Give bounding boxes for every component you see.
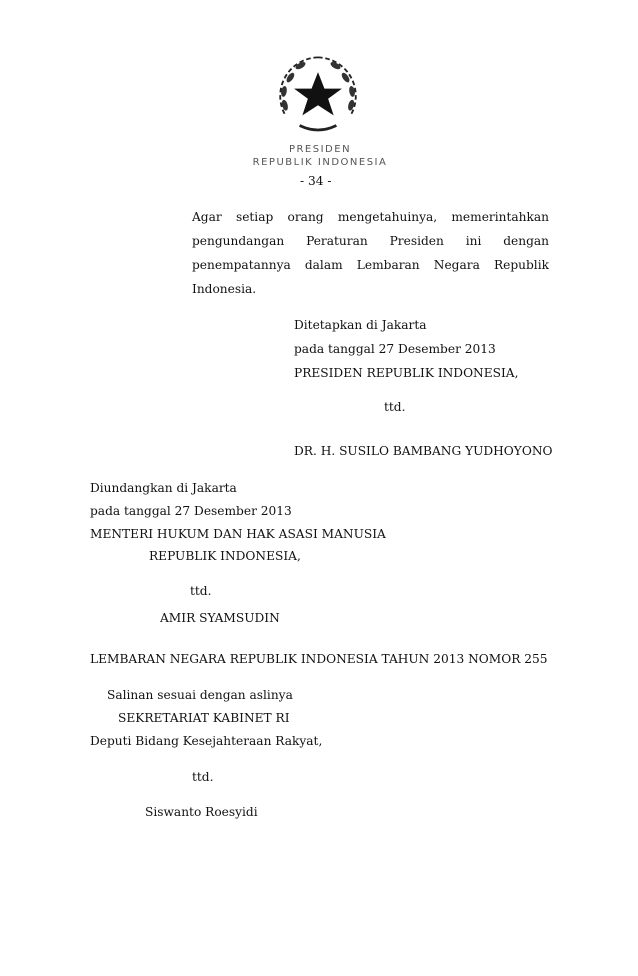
enactment-date: pada tanggal 27 Desember 2013 [294, 342, 496, 356]
promulgation-date: pada tanggal 27 Desember 2013 [90, 504, 292, 518]
enactment-title: PRESIDEN REPUBLIK INDONESIA, [294, 366, 519, 380]
enactment-signatory-name: DR. H. SUSILO BAMBANG YUDHOYONO [294, 444, 553, 458]
promulgation-title-line1: MENTERI HUKUM DAN HAK ASASI MANUSIA [90, 527, 386, 541]
letterhead-title-line2: REPUBLIK INDONESIA [252, 157, 388, 168]
gazette-reference: LEMBARAN NEGARA REPUBLIK INDONESIA TAHUN 2013 NOMOR 255 [90, 652, 548, 666]
promulgation-place: Diundangkan di Jakarta [90, 481, 237, 495]
certification-line3: Deputi Bidang Kesejahteraan Rakyat, [90, 734, 323, 748]
certification-signature: ttd. [192, 770, 214, 784]
closing-paragraph-line: Indonesia. [192, 282, 257, 296]
page-number: - 34 - [300, 174, 332, 188]
promulgation-signature: ttd. [190, 584, 212, 598]
closing-paragraph-line: Agar setiap orang mengetahuinya, memerintahkan [192, 210, 549, 224]
promulgation-signatory-name: AMIR SYAMSUDIN [160, 611, 280, 625]
enactment-place: Ditetapkan di Jakarta [294, 318, 427, 332]
certification-line2: SEKRETARIAT KABINET RI [118, 711, 290, 725]
letterhead-title-line1: PRESIDEN [288, 144, 352, 155]
certification-line1: Salinan sesuai dengan aslinya [107, 688, 293, 702]
enactment-signature: ttd. [384, 400, 406, 414]
closing-paragraph-line: pengundangan Peraturan Presiden ini dengan [192, 234, 549, 248]
certification-signatory-name: Siswanto Roesyidi [145, 805, 258, 819]
closing-paragraph-line: penempatannya dalam Lembaran Negara Republik [192, 258, 549, 272]
presidential-star-emblem-icon [272, 50, 364, 142]
promulgation-title-line2: REPUBLIK INDONESIA, [149, 549, 301, 563]
